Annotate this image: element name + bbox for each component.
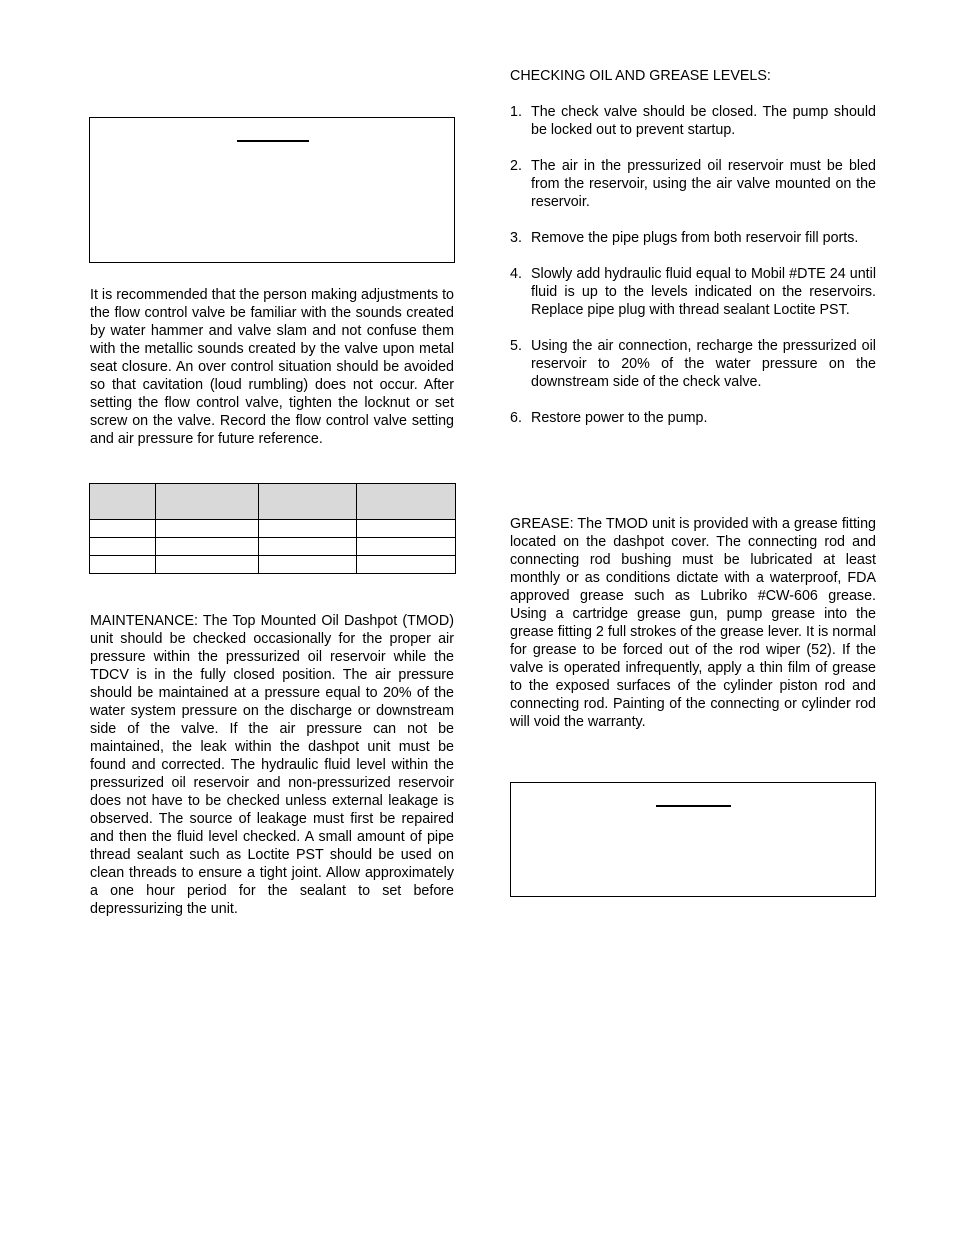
list-item: [510, 157, 876, 211]
table-header-cell: [357, 484, 456, 520]
step-number: 2.: [510, 158, 522, 174]
table-header-cell: [90, 484, 156, 520]
table-cell: [156, 538, 259, 556]
step-number: 6.: [510, 410, 522, 426]
oil-check-steps-list: [510, 103, 876, 427]
step-text: Remove the pipe plugs from both reservoir fill ports.: [531, 230, 859, 246]
list-item: [510, 337, 876, 391]
list-item: [510, 103, 876, 139]
step-number: 1.: [510, 104, 522, 120]
table-cell: [357, 520, 456, 538]
notice-box-top-left: [89, 117, 455, 263]
step-text: Restore power to the pump.: [531, 410, 708, 426]
maintenance-paragraph: MAINTENANCE: The Top Mounted Oil Dashpot (TMOD) unit should be checked occasionally for the proper air pressure within the pressurized oil reservoir while the TDCV is in the fully closed position. The air pressure should be maintained at a pressure equal to 20% of the water system pressure on the discharge or downstream side of the valve. If the air pressure can not be maintained, the leak within the dashpot unit must be found and corrected. The hydraulic fluid level within the pressurized oil reservoir and non-pressurized reservoir does not have to be checked unless external leakage is observed. The source of leakage must first be repaired and then the fluid level checked. A small amount of pipe thread sealant such as Loctite PST should be used on clean threads to ensure a tight joint. Allow approximately a one hour period for the sealant to set before depressurizing the unit.: [90, 613, 454, 917]
step-number: 3.: [510, 230, 522, 246]
list-item: [510, 409, 876, 427]
table-cell: [259, 556, 357, 574]
table-header-row: [90, 484, 456, 520]
step-number: 4.: [510, 266, 522, 282]
table-cell: [259, 520, 357, 538]
notice-heading-rule: [656, 805, 731, 807]
step-text: Slowly add hydraulic fluid equal to Mobil #DTE 24 until fluid is up to the levels indicated on the reservoirs. Replace pipe plug with thread sealant Loctite PST.: [531, 266, 876, 318]
table-header-cell: [156, 484, 259, 520]
step-text: The check valve should be closed. The pump should be locked out to prevent startup.: [531, 104, 876, 138]
table-cell: [90, 538, 156, 556]
table-cell: [357, 556, 456, 574]
flow-control-paragraph: It is recommended that the person making adjustments to the flow control valve be familiar with the sounds created by water hammer and valve slam and not confuse them with the metallic sounds created by the valve upon metal seat closure. An over control situation should be avoided so that cavitation (loud rumbling) does not occur. After setting the flow control valve, tighten the locknut or set screw on the valve. Record the flow control valve setting and air pressure for future reference.: [90, 287, 454, 447]
notice-heading-rule: [237, 140, 309, 142]
table-cell: [259, 538, 357, 556]
table-cell: [357, 538, 456, 556]
settings-record-table: [89, 483, 456, 574]
table-cell: [90, 520, 156, 538]
list-item: [510, 229, 876, 247]
list-item: [510, 265, 876, 319]
step-number: 5.: [510, 338, 522, 354]
table-row: [90, 520, 456, 538]
table-header-cell: [259, 484, 357, 520]
step-text: The air in the pressurized oil reservoir must be bled from the reservoir, using the air valve mounted on the reservoir.: [531, 158, 876, 210]
table-cell: [156, 556, 259, 574]
table-cell: [90, 556, 156, 574]
table-row: [90, 556, 456, 574]
section-heading: CHECKING OIL AND GREASE LEVELS:: [510, 68, 771, 84]
table-row: [90, 538, 456, 556]
table-cell: [156, 520, 259, 538]
notice-box-bottom-right: [510, 782, 876, 897]
grease-paragraph: GREASE: The TMOD unit is provided with a grease fitting located on the dashpot cover. The connecting rod and connecting rod bushing must be lubricated at least monthly or as conditions dictate with a waterproof, FDA approved grease such as Lubriko #CW-606 grease. Using a cartridge grease gun, pump grease into the grease fitting 2 full strokes of the grease lever. It is normal for grease to be forced out of the rod wiper (52). If the valve is operated infrequently, apply a thin film of grease to the exposed surfaces of the cylinder piston rod and connecting rod. Painting of the connecting or cylinder rod will void the warranty.: [510, 516, 876, 730]
step-text: Using the air connection, recharge the pressurized oil reservoir to 20% of the water pressure on the downstream side of the check valve.: [531, 338, 876, 390]
